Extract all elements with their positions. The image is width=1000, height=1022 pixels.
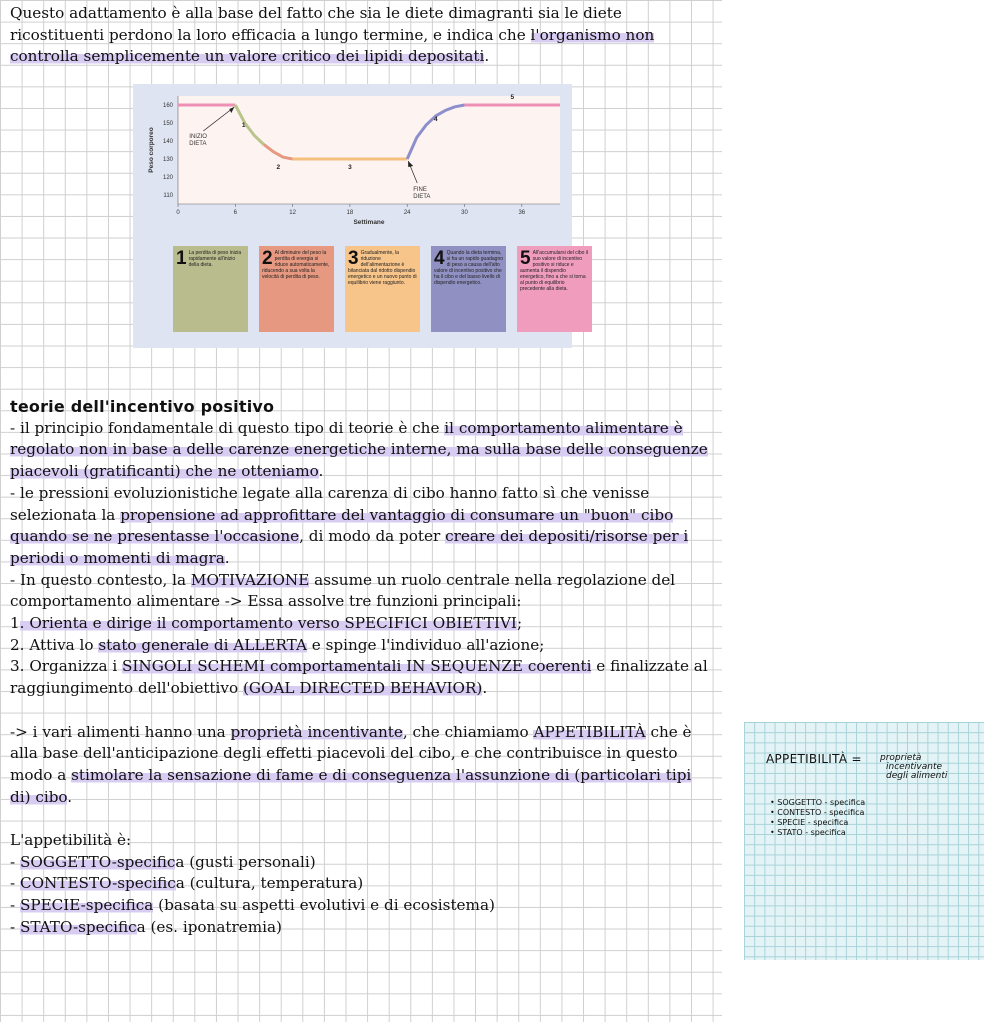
- note-title: APPETIBILITÀ =: [766, 752, 862, 766]
- text-run: assume un ruolo centrale nella regolazione del comportamento alimentare -> Essa assolve tre funzioni principali:: [10, 570, 676, 611]
- x-axis-label: Settimane: [353, 219, 385, 226]
- segment-label: 4: [434, 116, 438, 123]
- phase-box-1: [173, 246, 248, 332]
- highlight-run: SOGGETTO-specific: [19, 852, 176, 871]
- y-tick-label: 140: [162, 139, 173, 145]
- theory-section: [10, 396, 716, 939]
- highlight-run: il comportamento alimentare è regolato non in base a delle carenze energetiche interne, ma sulla base delle conseguenze piacevoli (gratificanti) che ne otteniamo: [10, 418, 708, 481]
- phase-box-4: [431, 246, 506, 332]
- paragraph-principle: [10, 418, 716, 483]
- intro-paragraph: [10, 3, 716, 68]
- text-run: .: [67, 787, 73, 806]
- segment-label: 5: [510, 94, 515, 101]
- list-item-contesto: [10, 873, 716, 895]
- text-run: .: [482, 679, 488, 698]
- diet-weight-figure: [133, 84, 588, 348]
- phase-box-3: [345, 246, 420, 332]
- x-tick-label: 18: [346, 210, 354, 216]
- plot-area: [178, 96, 560, 204]
- text-run: -: [10, 896, 20, 915]
- text-run: a (es. iponatremia): [136, 917, 282, 936]
- text-run: - In questo contesto, la: [10, 570, 191, 589]
- y-tick-label: 130: [162, 157, 173, 163]
- text-run: 2. Attiva lo: [10, 635, 99, 654]
- y-tick-label: 110: [163, 193, 173, 199]
- spacer: [10, 700, 716, 722]
- notes-page: [10, 3, 716, 68]
- highlight-run: stato generale di ALLERTA: [98, 635, 307, 654]
- note-list-item: • STATO - specifica: [770, 828, 865, 838]
- list-intro: L'appetibilità è:: [10, 831, 132, 850]
- paragraph-evolution: [10, 483, 716, 570]
- segment-label: 2: [276, 164, 281, 171]
- phase-number: 5: [520, 248, 531, 269]
- note-list-item: • SOGGETTO - specifica: [770, 798, 865, 808]
- highlight-run: stimolare la sensazione di fame e di conseguenza l'assunzione di (particolari tipi di) cibo: [10, 765, 692, 806]
- segment-label: 1: [241, 122, 246, 129]
- note-def-line: proprietà: [880, 753, 922, 763]
- paragraph-motivation: [10, 570, 716, 613]
- highlight-run: CONTESTO-specific: [19, 874, 176, 893]
- weight-chart: [133, 84, 572, 244]
- list-item-soggetto: [10, 852, 716, 874]
- phase-box-5: [517, 246, 592, 332]
- highlight-run: MOTIVAZIONE: [190, 570, 310, 589]
- y-tick-label: 150: [162, 121, 173, 127]
- text-run: e spinge l'individuo all'azione;: [306, 635, 545, 654]
- handwritten-note-card: [744, 722, 984, 960]
- x-tick-label: 24: [403, 210, 411, 216]
- text-run: 1: [10, 614, 20, 633]
- highlight-run: APPETIBILITÀ: [533, 722, 646, 741]
- text-run: -: [10, 852, 20, 871]
- x-tick-label: 6: [233, 210, 237, 216]
- section-heading: teorie dell'incentivo positivo: [10, 397, 275, 416]
- y-axis-label: Peso corporeo: [148, 127, 155, 173]
- note-def-line: incentivante: [886, 762, 943, 772]
- phase-text: All'accumularsi del cibo il suo valore di incentivo positivo si riduce e aumenta il dispendio energetico, fino a che si torna al punto di equilibrio precedente alla dieta.: [520, 250, 588, 292]
- annotation-end-text: DIETA: [413, 194, 431, 200]
- text-run: che è alla base dell'anticipazione degli effetti piacevoli del cibo, e che contribuisce in questo modo a: [10, 722, 692, 784]
- phase-text: La perdita di peso inizia rapidamente all'inizio della dieta.: [188, 250, 242, 268]
- text-run: - il principio fondamentale di questo tipo di teorie è che: [10, 418, 445, 437]
- annotation-end-text: FINE: [413, 187, 427, 193]
- highlight-run: propensione ad approfittare del vantaggio di consumare un "buon" cibo quando se ne presentasse l'occasione: [10, 505, 674, 546]
- text-run: (basata su aspetti evolutivi e di ecosistema): [153, 896, 495, 915]
- highlight-run: STATO-specific: [19, 917, 137, 936]
- text-run: a (gusti personali): [175, 852, 316, 871]
- phase-number: 1: [176, 248, 187, 269]
- highlight-run: . Orienta e dirige il comportamento verso SPECIFICI OBIETTIVI: [19, 614, 517, 633]
- y-tick-label: 160: [162, 103, 173, 109]
- paragraph-appetibility: [10, 722, 716, 809]
- phase-text: Quando la dieta termina, si ha un rapido guadagno di peso a causa dell'alto valore di incentivo positivo che ha il cibo e del basso livello di dispendio energetico.: [434, 250, 504, 286]
- text-run: a (cultura, temperatura): [175, 874, 364, 893]
- highlight-run: SINGOLI SCHEMI comportamentali IN SEQUENZE coerenti: [122, 657, 592, 676]
- text-run: -: [10, 874, 20, 893]
- text-run: -: [10, 917, 20, 936]
- x-tick-label: 12: [289, 210, 296, 216]
- text-run: , di modo da poter: [299, 527, 446, 546]
- y-tick-label: 120: [162, 175, 173, 181]
- note-definition: [880, 754, 947, 781]
- highlight-run: l'organismo non controlla semplicemente un valore critico dei lipidi depositati: [10, 25, 655, 66]
- text-run: .: [224, 548, 230, 567]
- annotation-start-text: DIETA: [189, 141, 207, 147]
- list-item-stato: [10, 917, 716, 939]
- text-run: -> i vari alimenti hanno una: [10, 722, 231, 741]
- text-run: Questo adattamento è alla base del fatto che sia le diete dimagranti sia le diete ricostituenti perdono la loro efficacia a lungo termine, e indica che: [10, 4, 622, 44]
- segment-label: 3: [348, 164, 352, 171]
- x-tick-label: 30: [461, 210, 468, 216]
- text-run: , che chiamiamo: [402, 722, 534, 741]
- phase-number: 4: [434, 248, 445, 269]
- annotation-start-text: INIZIO: [189, 134, 207, 140]
- text-run: - le pressioni evoluzionistiche legate alla carenza di cibo hanno fatto sì che venisse selezionata la: [10, 483, 650, 524]
- list-item-specie: [10, 895, 716, 917]
- text-run: 3. Organizza i: [10, 657, 123, 676]
- function-2: [10, 635, 716, 657]
- note-list-item: • SPECIE - specifica: [770, 818, 865, 828]
- phase-number: 2: [262, 248, 273, 269]
- text-run: ;: [516, 614, 523, 633]
- highlight-run: proprietà incentivante: [230, 722, 403, 741]
- spacer: [10, 808, 716, 830]
- function-1: [10, 613, 716, 635]
- phase-box-2: [259, 246, 334, 332]
- phase-boxes: [173, 246, 588, 332]
- note-list-item: • CONTESTO - specifica: [770, 808, 865, 818]
- phase-text: Al diminuire del peso la perdita di energia si riduce automaticamente, riducendo a sua volta la velocità di perdita di peso.: [262, 250, 330, 280]
- text-run: .: [484, 47, 490, 66]
- note-list: [770, 798, 865, 838]
- note-def-line: degli alimenti: [886, 771, 948, 781]
- text-run: e finalizzate al raggiungimento dell'obiettivo: [10, 657, 708, 698]
- phase-text: Gradualmente, la riduzione dell'alimentazione è bilanciata dal ridotto dispendio energetico e un nuovo punto di equilibrio viene raggiunto.: [348, 250, 417, 286]
- phase-number: 3: [348, 248, 359, 269]
- highlight-run: (GOAL DIRECTED BEHAVIOR): [242, 679, 483, 698]
- function-3: [10, 656, 716, 699]
- highlight-run: SPECIE-specifica: [19, 896, 154, 915]
- highlight-run: creare dei depositi/risorse per i periodi o momenti di magra: [10, 527, 689, 567]
- x-tick-label: 36: [518, 210, 526, 216]
- x-tick-label: 0: [176, 210, 180, 216]
- text-run: .: [318, 462, 324, 481]
